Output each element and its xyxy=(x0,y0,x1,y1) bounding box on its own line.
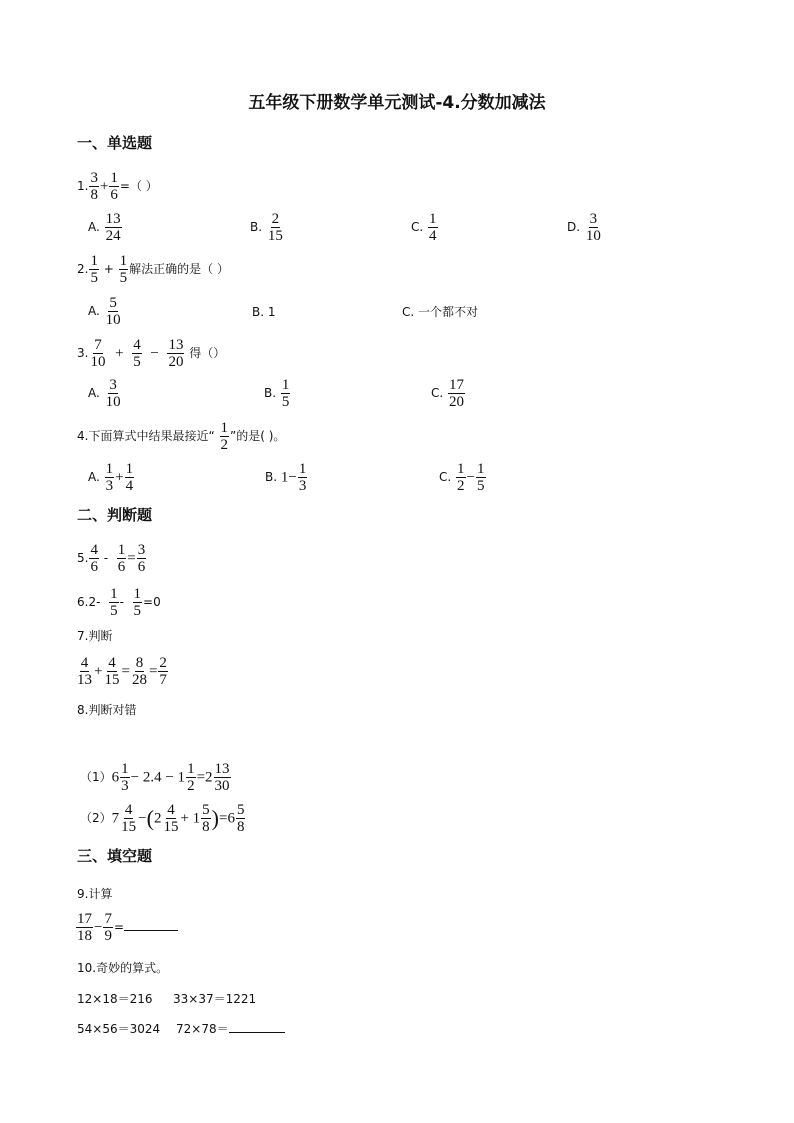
fraction: $\frac{1}{5}$ xyxy=(110,586,118,619)
fraction: $\frac{5}{8}$ xyxy=(202,802,210,835)
fraction: $\frac{3}{6}$ xyxy=(137,542,146,575)
fraction: $\frac{4}{15}$ xyxy=(104,655,120,688)
question-number: 1. xyxy=(77,179,89,193)
fraction: $\frac{5}{10}$ xyxy=(105,295,121,328)
answer-blank[interactable] xyxy=(124,930,178,931)
question-9-expression: $\frac{17}{18}$ − $\frac{7}{9}$ = xyxy=(75,912,178,943)
fraction: $\frac{2}{7}$ xyxy=(159,655,167,688)
question-10-label: 10.奇妙的算式。 xyxy=(77,961,169,975)
fraction: $\frac{17}{18}$ xyxy=(77,911,92,944)
right-paren: ) xyxy=(211,805,219,831)
equation-3: 54×56＝3024 xyxy=(77,1022,161,1036)
equation-1: 12×18＝216 xyxy=(77,992,153,1006)
section-heading-fill-in: 三、填空题 xyxy=(77,847,153,865)
operator: + xyxy=(99,178,109,195)
answer-blank[interactable] xyxy=(229,1032,285,1033)
fraction: $\frac{1}{3}$ xyxy=(105,461,114,494)
fraction: $\frac{1}{2}$ xyxy=(187,761,195,794)
fraction: $\frac{4}{5}$ xyxy=(133,337,141,370)
equation-2: 33×37＝1221 xyxy=(173,992,257,1006)
section-heading-single-choice: 一、单选题 xyxy=(77,134,153,152)
fraction: $\frac{1}{3}$ xyxy=(298,461,307,494)
q1-option-a[interactable]: A. $\frac{13}{24}$ xyxy=(88,211,121,244)
fraction: $\frac{4}{15}$ xyxy=(121,802,137,835)
fraction: $\frac{17}{20}$ xyxy=(449,377,465,410)
fraction: $\frac{4}{15}$ xyxy=(163,802,179,835)
q2-option-b[interactable]: B. 1 xyxy=(252,305,276,319)
fraction: $\frac{1}{5}$ xyxy=(119,253,128,286)
question-8-part-1: （1）6 $\frac{1}{3}$ − 2.4 − 1 $\frac{1}{2}$ =2 $\frac{13}{30}$ xyxy=(80,761,230,794)
fraction: $\frac{1}{6}$ xyxy=(117,542,126,575)
q3-option-a[interactable]: A. $\frac{3}{10}$ xyxy=(88,377,121,410)
operator: + xyxy=(103,262,114,276)
question-1 xyxy=(77,171,158,202)
question-3: 3. $\frac{7}{10}$ + $\frac{4}{5}$ − $\frac{13}{20}$ 得（） xyxy=(77,337,226,370)
fraction: $\frac{1}{5}$ xyxy=(133,586,142,619)
question-7-label: 7.判断 xyxy=(77,629,113,643)
q1-option-b[interactable]: B. $\frac{2}{15}$ xyxy=(250,211,283,244)
fraction: $\frac{1}{5}$ xyxy=(281,377,290,410)
question-6: 6.2- $\frac{1}{5}$ - $\frac{1}{5}$ =0 xyxy=(77,586,161,619)
question-9-label: 9.计算 xyxy=(77,887,113,901)
question-7-expression: $\frac{4}{13}$ + $\frac{4}{15}$ = $\frac{8}{28}$ = $\frac{2}{7}$ xyxy=(77,655,167,688)
q4-option-b[interactable]: B. 1− $\frac{1}{3}$ xyxy=(265,461,307,494)
fraction: $\frac{3}{8}$ xyxy=(90,170,98,203)
fraction: $\frac{2}{15}$ xyxy=(267,211,283,244)
question-4: 4.下面算式中结果最接近“ $\frac{1}{2}$ ”的是( )。 xyxy=(77,420,286,453)
fraction: $\frac{13}{20}$ xyxy=(168,337,184,370)
fraction: $\frac{1}{5}$ xyxy=(90,253,98,286)
fraction: $\frac{1}{4}$ xyxy=(429,211,437,244)
question-2: 2. $\frac{1}{5}$ + $\frac{1}{5}$ 解法正确的是（ ） xyxy=(77,253,229,286)
question-tail: =（ ） xyxy=(119,179,158,193)
left-paren: ( xyxy=(146,805,154,831)
fraction: $\frac{1}{2}$ xyxy=(457,461,465,494)
fraction: $\frac{4}{13}$ xyxy=(77,655,92,688)
fraction: $\frac{3}{10}$ xyxy=(585,211,601,244)
fraction: $\frac{7}{9}$ xyxy=(104,911,112,944)
question-8-label: 8.判断对错 xyxy=(77,703,137,717)
fraction: $\frac{13}{24}$ xyxy=(105,211,121,244)
fraction: $\frac{8}{28}$ xyxy=(131,655,147,688)
q3-option-c[interactable]: C. $\frac{17}{20}$ xyxy=(431,377,465,410)
fraction: $\frac{13}{30}$ xyxy=(214,761,230,794)
q3-option-b[interactable]: B. $\frac{1}{5}$ xyxy=(264,377,290,410)
q2-option-c[interactable]: C. 一个都不对 xyxy=(402,305,479,319)
q1-option-d[interactable]: D. $\frac{3}{10}$ xyxy=(567,211,601,244)
fraction: $\frac{5}{8}$ xyxy=(236,802,245,835)
fraction: $\frac{1}{5}$ xyxy=(477,461,485,494)
section-heading-true-false: 二、判断题 xyxy=(77,506,153,524)
fraction: $\frac{7}{10}$ xyxy=(90,337,106,370)
q2-option-a[interactable]: A. $\frac{5}{10}$ xyxy=(88,295,121,328)
fraction: $\frac{4}{6}$ xyxy=(90,542,98,575)
q4-option-a[interactable]: A. $\frac{1}{3}$ + $\frac{1}{4}$ xyxy=(88,461,134,494)
q1-option-c[interactable]: C. $\frac{1}{4}$ xyxy=(411,211,437,244)
question-8-part-2: （2）7 $\frac{4}{15}$ −(2 $\frac{4}{15}$ + 1 $\frac{5}{8}$ )=6 $\frac{5}{8}$ xyxy=(80,802,245,835)
fraction: $\frac{1}{4}$ xyxy=(125,461,134,494)
fraction: $\frac{1}{2}$ xyxy=(220,420,228,453)
q4-option-c[interactable]: C. $\frac{1}{2}$ − $\frac{1}{5}$ xyxy=(439,461,485,494)
equation-4: 72×78＝ xyxy=(176,1021,285,1037)
fraction: $\frac{1}{6}$ xyxy=(110,170,118,203)
fraction: $\frac{1}{3}$ xyxy=(121,761,129,794)
page-title: 五年级下册数学单元测试-4.分数加减法 xyxy=(248,93,546,113)
fraction: $\frac{3}{10}$ xyxy=(105,377,121,410)
question-5: 5. $\frac{4}{6}$ - $\frac{1}{6}$ = $\frac{3}{6}$ xyxy=(77,542,146,575)
